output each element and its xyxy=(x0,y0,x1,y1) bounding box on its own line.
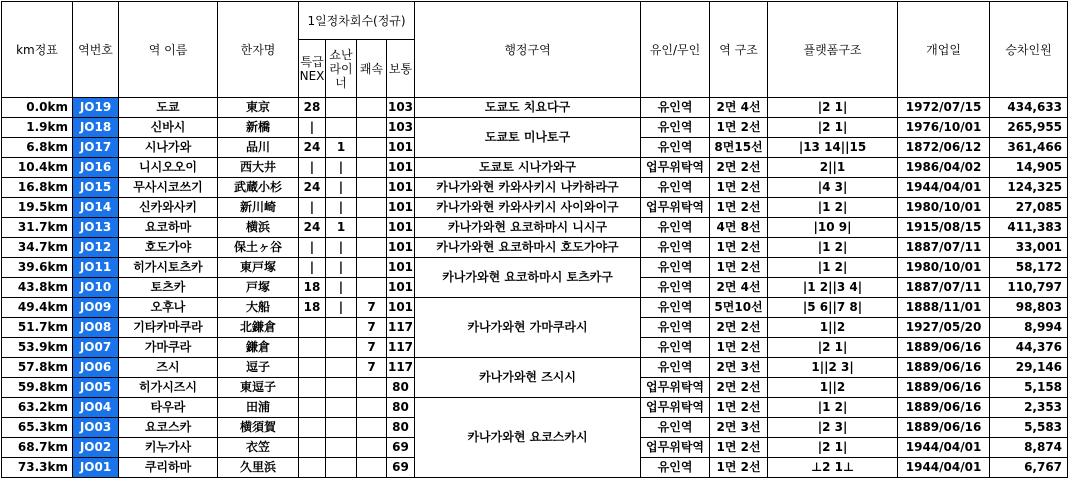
rapid-stops-cell xyxy=(357,398,387,418)
platform-cell: |1 2| xyxy=(768,198,898,218)
shonan-stops-cell: | xyxy=(326,238,357,258)
opened-date-cell: 1972/07/15 xyxy=(898,98,990,118)
km-cell: 6.8km xyxy=(2,138,73,158)
km-cell: 53.9km xyxy=(2,338,73,358)
station-code-cell: JO10 xyxy=(73,278,119,298)
station-name-cell: 쿠리하마 xyxy=(119,458,218,478)
station-name-cell: 히가시토츠카 xyxy=(119,258,218,278)
opened-date-cell: 1889/06/16 xyxy=(898,338,990,358)
staffed-cell: 업무위탁역 xyxy=(641,198,710,218)
structure-cell: 8면15선 xyxy=(710,138,768,158)
platform-cell: |4 3| xyxy=(768,178,898,198)
km-cell: 68.7km xyxy=(2,438,73,458)
express-stops-cell xyxy=(299,338,326,358)
shonan-stops-cell: | xyxy=(326,258,357,278)
staffed-cell: 유인역 xyxy=(641,138,710,158)
station-table xyxy=(1,1,1068,478)
table-row xyxy=(2,98,1068,118)
header-platform: 플랫폼구조 xyxy=(768,2,898,98)
shonan-stops-cell: 1 xyxy=(326,218,357,238)
structure-cell: 1면 2선 xyxy=(710,398,768,418)
station-code-cell: JO18 xyxy=(73,118,119,138)
station-code-cell: JO02 xyxy=(73,438,119,458)
opened-date-cell: 1944/04/01 xyxy=(898,438,990,458)
express-stops-cell xyxy=(299,378,326,398)
rapid-stops-cell xyxy=(357,238,387,258)
staffed-cell: 업무위탁역 xyxy=(641,398,710,418)
table-row xyxy=(2,258,1068,278)
hanja-name-cell: 横浜 xyxy=(218,218,299,238)
express-stops-cell xyxy=(299,458,326,478)
local-stops-cell: 101 xyxy=(387,278,415,298)
local-stops-cell: 117 xyxy=(387,338,415,358)
shonan-stops-cell xyxy=(326,418,357,438)
express-stops-cell: | xyxy=(299,238,326,258)
header-rapid: 쾌속 xyxy=(357,40,387,98)
station-code-cell: JO12 xyxy=(73,238,119,258)
region-cell: 도쿄도 치요다구 xyxy=(415,98,641,118)
opened-date-cell: 1976/10/01 xyxy=(898,118,990,138)
km-cell: 65.3km xyxy=(2,418,73,438)
km-cell: 34.7km xyxy=(2,238,73,258)
rapid-stops-cell: 7 xyxy=(357,358,387,378)
express-stops-cell: | xyxy=(299,118,326,138)
hanja-name-cell: 新橋 xyxy=(218,118,299,138)
hanja-name-cell: 久里浜 xyxy=(218,458,299,478)
passengers-cell: 411,383 xyxy=(990,218,1068,238)
passengers-cell: 5,583 xyxy=(990,418,1068,438)
table-row xyxy=(2,358,1068,378)
rapid-stops-cell xyxy=(357,98,387,118)
region-cell: 도쿄토 미나토구 xyxy=(415,118,641,158)
hanja-name-cell: 東京 xyxy=(218,98,299,118)
express-stops-cell xyxy=(299,358,326,378)
opened-date-cell: 1872/06/12 xyxy=(898,138,990,158)
local-stops-cell: 101 xyxy=(387,138,415,158)
staffed-cell: 유인역 xyxy=(641,358,710,378)
region-cell: 카나가와현 요코스카시 xyxy=(415,398,641,478)
region-cell: 카나가와현 요코하마시 니시구 xyxy=(415,218,641,238)
hanja-name-cell: 北鎌倉 xyxy=(218,318,299,338)
staffed-cell: 유인역 xyxy=(641,318,710,338)
opened-date-cell: 1888/11/01 xyxy=(898,298,990,318)
km-cell: 1.9km xyxy=(2,118,73,138)
hanja-name-cell: 逗子 xyxy=(218,358,299,378)
platform-cell: |2 1| xyxy=(768,438,898,458)
km-cell: 39.6km xyxy=(2,258,73,278)
local-stops-cell: 101 xyxy=(387,178,415,198)
local-stops-cell: 103 xyxy=(387,118,415,138)
passengers-cell: 8,874 xyxy=(990,438,1068,458)
station-code-cell: JO04 xyxy=(73,398,119,418)
platform-cell: 2||1 xyxy=(768,158,898,178)
structure-cell: 1면 2선 xyxy=(710,118,768,138)
platform-cell: 1||2 xyxy=(768,378,898,398)
platform-cell: |1 2| xyxy=(768,238,898,258)
km-cell: 51.7km xyxy=(2,318,73,338)
structure-cell: 1면 2선 xyxy=(710,238,768,258)
hanja-name-cell: 武蔵小杉 xyxy=(218,178,299,198)
platform-cell: 1||2 3| xyxy=(768,358,898,378)
station-code-cell: JO05 xyxy=(73,378,119,398)
hanja-name-cell: 西大井 xyxy=(218,158,299,178)
km-cell: 16.8km xyxy=(2,178,73,198)
express-stops-cell: 24 xyxy=(299,178,326,198)
passengers-cell: 33,001 xyxy=(990,238,1068,258)
local-stops-cell: 101 xyxy=(387,238,415,258)
platform-cell: 1||2 xyxy=(768,318,898,338)
staffed-cell: 유인역 xyxy=(641,118,710,138)
header-local: 보통 xyxy=(387,40,415,98)
passengers-cell: 5,158 xyxy=(990,378,1068,398)
structure-cell: 2면 2선 xyxy=(710,318,768,338)
header-express: 특급 NEX xyxy=(299,40,326,98)
station-name-cell: 신카와사키 xyxy=(119,198,218,218)
shonan-stops-cell xyxy=(326,338,357,358)
hanja-name-cell: 東戸塚 xyxy=(218,258,299,278)
structure-cell: 2면 4선 xyxy=(710,98,768,118)
opened-date-cell: 1986/04/02 xyxy=(898,158,990,178)
structure-cell: 1면 2선 xyxy=(710,458,768,478)
region-cell: 카나가와현 즈시시 xyxy=(415,358,641,398)
rapid-stops-cell xyxy=(357,158,387,178)
passengers-cell: 98,803 xyxy=(990,298,1068,318)
opened-date-cell: 1944/04/01 xyxy=(898,178,990,198)
passengers-cell: 265,955 xyxy=(990,118,1068,138)
station-name-cell: 즈시 xyxy=(119,358,218,378)
station-name-cell: 토츠카 xyxy=(119,278,218,298)
shonan-stops-cell xyxy=(326,358,357,378)
station-code-cell: JO11 xyxy=(73,258,119,278)
header-region: 행정구역 xyxy=(415,2,641,98)
km-cell: 10.4km xyxy=(2,158,73,178)
rapid-stops-cell xyxy=(357,138,387,158)
opened-date-cell: 1927/05/20 xyxy=(898,318,990,338)
platform-cell: ⊥2 1⊥ xyxy=(768,458,898,478)
rapid-stops-cell: 7 xyxy=(357,298,387,318)
local-stops-cell: 69 xyxy=(387,438,415,458)
station-code-cell: JO09 xyxy=(73,298,119,318)
header-code: 역번호 xyxy=(73,2,119,98)
rapid-stops-cell xyxy=(357,198,387,218)
region-cell: 카나가와현 요코하마시 호도가야구 xyxy=(415,238,641,258)
station-name-cell: 오후나 xyxy=(119,298,218,318)
km-cell: 59.8km xyxy=(2,378,73,398)
station-code-cell: JO03 xyxy=(73,418,119,438)
express-stops-cell xyxy=(299,318,326,338)
opened-date-cell: 1980/10/01 xyxy=(898,258,990,278)
platform-cell: |1 2||3 4| xyxy=(768,278,898,298)
station-code-cell: JO14 xyxy=(73,198,119,218)
passengers-cell: 110,797 xyxy=(990,278,1068,298)
shonan-stops-cell xyxy=(326,398,357,418)
platform-cell: |10 9| xyxy=(768,218,898,238)
shonan-stops-cell: | xyxy=(326,198,357,218)
shonan-stops-cell xyxy=(326,98,357,118)
passengers-cell: 29,146 xyxy=(990,358,1068,378)
rapid-stops-cell: 7 xyxy=(357,318,387,338)
passengers-cell: 27,085 xyxy=(990,198,1068,218)
shonan-stops-cell: | xyxy=(326,298,357,318)
structure-cell: 2면 2선 xyxy=(710,378,768,398)
header-passengers: 승차인원 xyxy=(990,2,1068,98)
km-cell: 49.4km xyxy=(2,298,73,318)
platform-cell: |13 14||15 xyxy=(768,138,898,158)
station-name-cell: 요코스카 xyxy=(119,418,218,438)
station-code-cell: JO08 xyxy=(73,318,119,338)
structure-cell: 1면 2선 xyxy=(710,438,768,458)
express-stops-cell: 28 xyxy=(299,98,326,118)
table-row xyxy=(2,158,1068,178)
opened-date-cell: 1889/06/16 xyxy=(898,378,990,398)
local-stops-cell: 101 xyxy=(387,258,415,278)
express-stops-cell: | xyxy=(299,258,326,278)
station-name-cell: 시나가와 xyxy=(119,138,218,158)
staffed-cell: 업무위탁역 xyxy=(641,438,710,458)
opened-date-cell: 1887/07/11 xyxy=(898,238,990,258)
region-cell: 카나가와현 가마쿠라시 xyxy=(415,298,641,358)
staffed-cell: 유인역 xyxy=(641,298,710,318)
rapid-stops-cell xyxy=(357,458,387,478)
station-name-cell: 도쿄 xyxy=(119,98,218,118)
local-stops-cell: 101 xyxy=(387,198,415,218)
header-daily-stops: 1일정차회수(정규) xyxy=(299,2,415,40)
passengers-cell: 434,633 xyxy=(990,98,1068,118)
platform-cell: |2 1| xyxy=(768,338,898,358)
hanja-name-cell: 東逗子 xyxy=(218,378,299,398)
station-name-cell: 가마쿠라 xyxy=(119,338,218,358)
shonan-stops-cell: | xyxy=(326,278,357,298)
header-opened: 개업일 xyxy=(898,2,990,98)
structure-cell: 2면 3선 xyxy=(710,418,768,438)
header-name: 역 이름 xyxy=(119,2,218,98)
station-name-cell: 니시오오이 xyxy=(119,158,218,178)
hanja-name-cell: 新川崎 xyxy=(218,198,299,218)
header-hanja: 한자명 xyxy=(218,2,299,98)
table-row xyxy=(2,178,1068,198)
station-code-cell: JO17 xyxy=(73,138,119,158)
rapid-stops-cell xyxy=(357,438,387,458)
structure-cell: 2면 4선 xyxy=(710,278,768,298)
table-row xyxy=(2,198,1068,218)
local-stops-cell: 69 xyxy=(387,458,415,478)
hanja-name-cell: 戸塚 xyxy=(218,278,299,298)
hanja-name-cell: 田浦 xyxy=(218,398,299,418)
express-stops-cell: 18 xyxy=(299,298,326,318)
platform-cell: |1 2| xyxy=(768,398,898,418)
staffed-cell: 유인역 xyxy=(641,278,710,298)
km-cell: 73.3km xyxy=(2,458,73,478)
rapid-stops-cell xyxy=(357,258,387,278)
opened-date-cell: 1889/06/16 xyxy=(898,398,990,418)
structure-cell: 5면10선 xyxy=(710,298,768,318)
local-stops-cell: 80 xyxy=(387,378,415,398)
region-cell: 카나가와현 카와사키시 나카하라구 xyxy=(415,178,641,198)
table-row xyxy=(2,298,1068,318)
shonan-stops-cell xyxy=(326,318,357,338)
rapid-stops-cell: 7 xyxy=(357,338,387,358)
passengers-cell: 124,325 xyxy=(990,178,1068,198)
hanja-name-cell: 大船 xyxy=(218,298,299,318)
station-name-cell: 키누가사 xyxy=(119,438,218,458)
opened-date-cell: 1915/08/15 xyxy=(898,218,990,238)
rapid-stops-cell xyxy=(357,218,387,238)
structure-cell: 1면 2선 xyxy=(710,178,768,198)
local-stops-cell: 101 xyxy=(387,298,415,318)
shonan-stops-cell xyxy=(326,458,357,478)
station-name-cell: 무사시코쓰기 xyxy=(119,178,218,198)
express-stops-cell xyxy=(299,398,326,418)
rapid-stops-cell xyxy=(357,418,387,438)
opened-date-cell: 1887/07/11 xyxy=(898,278,990,298)
opened-date-cell: 1889/06/16 xyxy=(898,418,990,438)
region-cell: 카나가와현 카와사키시 사이와이구 xyxy=(415,198,641,218)
rapid-stops-cell xyxy=(357,118,387,138)
express-stops-cell: 18 xyxy=(299,278,326,298)
hanja-name-cell: 品川 xyxy=(218,138,299,158)
opened-date-cell: 1889/06/16 xyxy=(898,358,990,378)
table-row xyxy=(2,398,1068,418)
station-rows xyxy=(2,98,1068,478)
platform-cell: |5 6||7 8| xyxy=(768,298,898,318)
station-name-cell: 신바시 xyxy=(119,118,218,138)
hanja-name-cell: 鎌倉 xyxy=(218,338,299,358)
local-stops-cell: 80 xyxy=(387,398,415,418)
local-stops-cell: 101 xyxy=(387,158,415,178)
shonan-stops-cell: | xyxy=(326,178,357,198)
passengers-cell: 8,994 xyxy=(990,318,1068,338)
express-stops-cell: 24 xyxy=(299,218,326,238)
opened-date-cell: 1944/04/01 xyxy=(898,458,990,478)
passengers-cell: 2,353 xyxy=(990,398,1068,418)
header-shonan: 쇼난 라이 너 xyxy=(326,40,357,98)
km-cell: 43.8km xyxy=(2,278,73,298)
rapid-stops-cell xyxy=(357,378,387,398)
station-name-cell: 히가시즈시 xyxy=(119,378,218,398)
structure-cell: 4면 8선 xyxy=(710,218,768,238)
staffed-cell: 유인역 xyxy=(641,178,710,198)
staffed-cell: 유인역 xyxy=(641,218,710,238)
station-code-cell: JO06 xyxy=(73,358,119,378)
km-cell: 19.5km xyxy=(2,198,73,218)
shonan-stops-cell: | xyxy=(326,158,357,178)
staffed-cell: 유인역 xyxy=(641,338,710,358)
station-name-cell: 호도가야 xyxy=(119,238,218,258)
local-stops-cell: 117 xyxy=(387,318,415,338)
passengers-cell: 6,767 xyxy=(990,458,1068,478)
express-stops-cell: | xyxy=(299,158,326,178)
station-code-cell: JO07 xyxy=(73,338,119,358)
hanja-name-cell: 横須賀 xyxy=(218,418,299,438)
km-cell: 0.0km xyxy=(2,98,73,118)
passengers-cell: 44,376 xyxy=(990,338,1068,358)
structure-cell: 1면 2선 xyxy=(710,338,768,358)
opened-date-cell: 1980/10/01 xyxy=(898,198,990,218)
staffed-cell: 유인역 xyxy=(641,258,710,278)
platform-cell: |1 2| xyxy=(768,258,898,278)
station-code-cell: JO19 xyxy=(73,98,119,118)
platform-cell: |2 3| xyxy=(768,418,898,438)
station-name-cell: 기타카마쿠라 xyxy=(119,318,218,338)
local-stops-cell: 101 xyxy=(387,218,415,238)
shonan-stops-cell: 1 xyxy=(326,138,357,158)
staffed-cell: 유인역 xyxy=(641,458,710,478)
station-code-cell: JO01 xyxy=(73,458,119,478)
express-stops-cell: 24 xyxy=(299,138,326,158)
structure-cell: 1면 2선 xyxy=(710,258,768,278)
structure-cell: 2면 3선 xyxy=(710,358,768,378)
shonan-stops-cell xyxy=(326,118,357,138)
km-cell: 31.7km xyxy=(2,218,73,238)
hanja-name-cell: 保土ヶ谷 xyxy=(218,238,299,258)
station-name-cell: 요코하마 xyxy=(119,218,218,238)
express-stops-cell xyxy=(299,418,326,438)
passengers-cell: 58,172 xyxy=(990,258,1068,278)
region-cell: 도쿄토 시나가와구 xyxy=(415,158,641,178)
region-cell: 카나가와현 요코하마시 토츠카구 xyxy=(415,258,641,298)
staffed-cell: 유인역 xyxy=(641,418,710,438)
structure-cell: 1면 2선 xyxy=(710,198,768,218)
platform-cell: |2 1| xyxy=(768,98,898,118)
km-cell: 63.2km xyxy=(2,398,73,418)
local-stops-cell: 117 xyxy=(387,358,415,378)
rapid-stops-cell xyxy=(357,278,387,298)
table-row xyxy=(2,118,1068,138)
station-code-cell: JO13 xyxy=(73,218,119,238)
local-stops-cell: 80 xyxy=(387,418,415,438)
local-stops-cell: 103 xyxy=(387,98,415,118)
staffed-cell: 업무위탁역 xyxy=(641,378,710,398)
shonan-stops-cell xyxy=(326,438,357,458)
shonan-stops-cell xyxy=(326,378,357,398)
staffed-cell: 유인역 xyxy=(641,238,710,258)
table-row xyxy=(2,238,1068,258)
station-name-cell: 타우라 xyxy=(119,398,218,418)
rapid-stops-cell xyxy=(357,178,387,198)
station-code-cell: JO16 xyxy=(73,158,119,178)
header-staffed: 유인/무인 xyxy=(641,2,710,98)
km-cell: 57.8km xyxy=(2,358,73,378)
staffed-cell: 업무위탁역 xyxy=(641,158,710,178)
staffed-cell: 유인역 xyxy=(641,98,710,118)
express-stops-cell: | xyxy=(299,198,326,218)
station-code-cell: JO15 xyxy=(73,178,119,198)
passengers-cell: 361,466 xyxy=(990,138,1068,158)
structure-cell: 2면 2선 xyxy=(710,158,768,178)
header-km: km정표 xyxy=(2,2,73,98)
table-row xyxy=(2,218,1068,238)
express-stops-cell xyxy=(299,438,326,458)
passengers-cell: 14,905 xyxy=(990,158,1068,178)
header-structure: 역 구조 xyxy=(710,2,768,98)
platform-cell: |2 1| xyxy=(768,118,898,138)
hanja-name-cell: 衣笠 xyxy=(218,438,299,458)
